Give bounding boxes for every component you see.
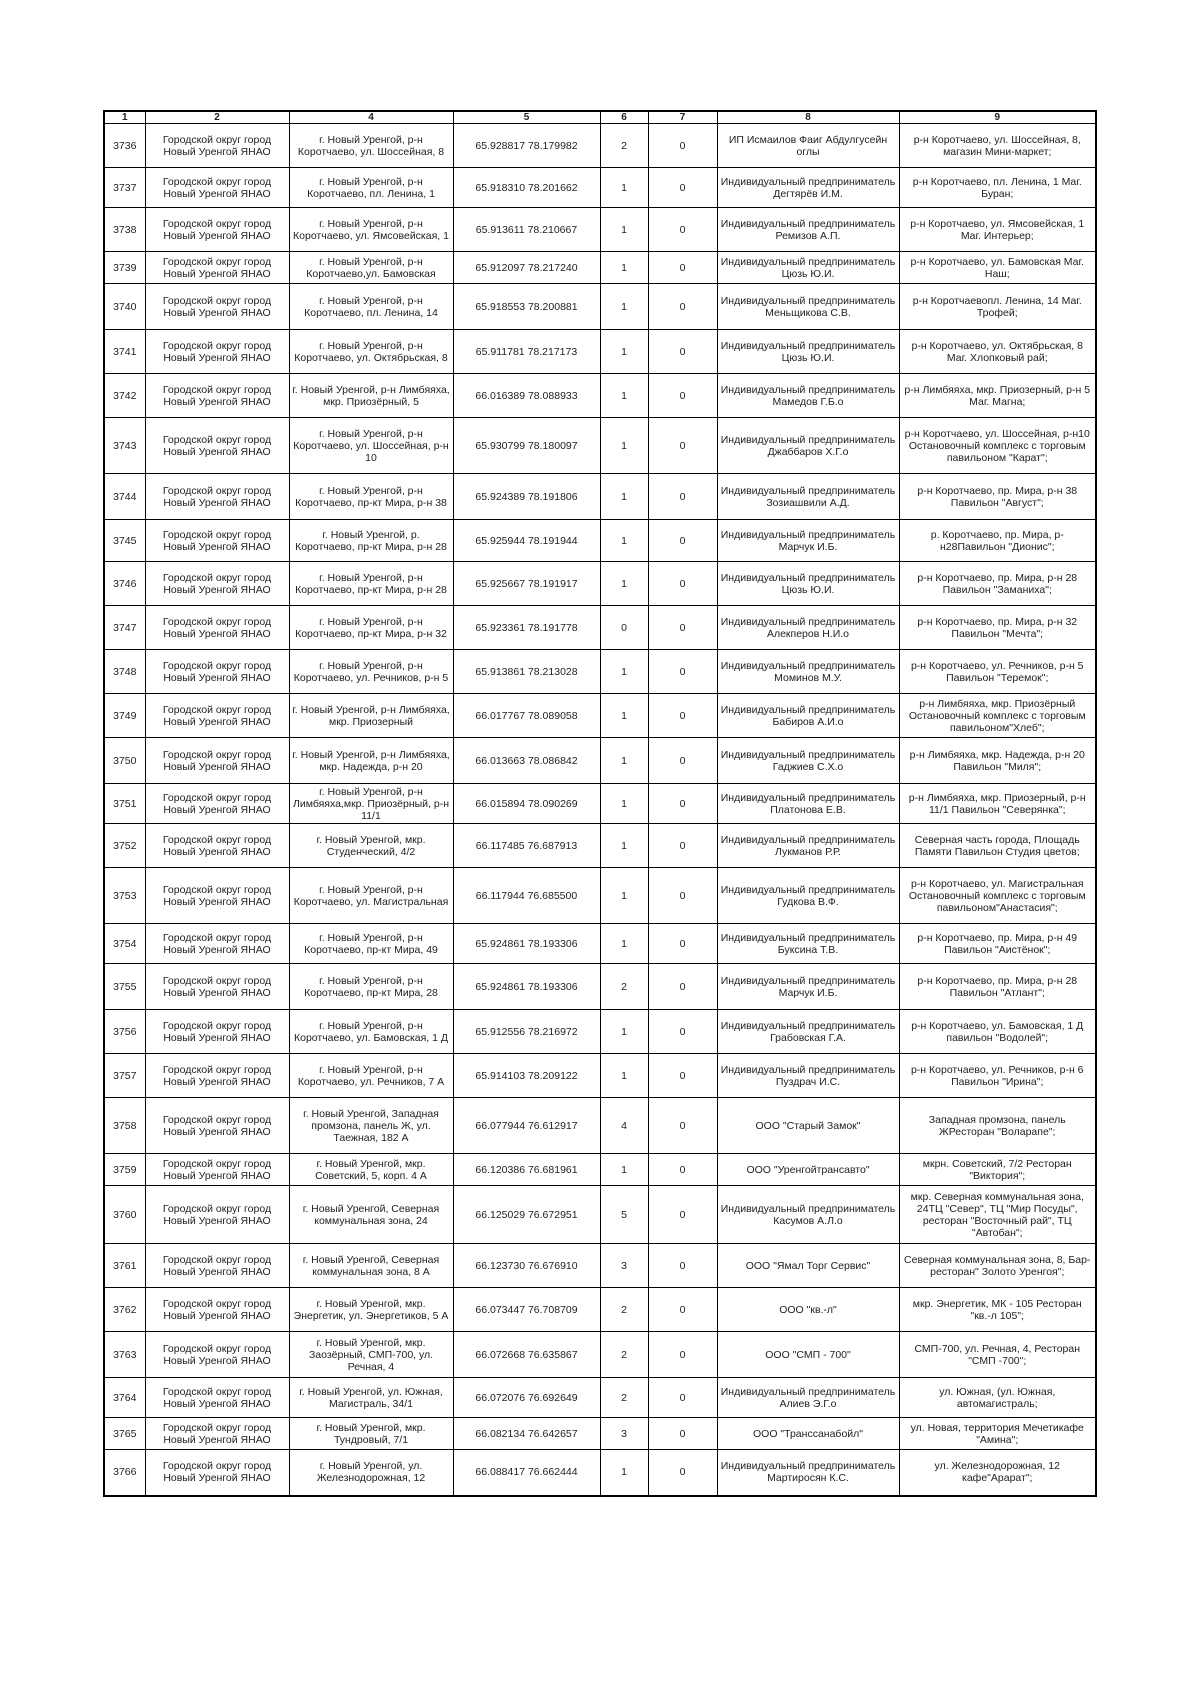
cell-coordinates: 65.918553 78.200881 (453, 284, 600, 330)
cell-coordinates: 65.923361 78.191778 (453, 606, 600, 650)
table-row (104, 964, 1096, 1010)
cell-row-number: 3754 (104, 924, 145, 964)
cell-business-owner: Индивидуальный предприниматель Бабиров А.И.о (717, 694, 899, 738)
table-row (104, 784, 1096, 824)
cell-row-number: 3736 (104, 124, 145, 168)
cell-coordinates: 66.088417 76.662444 (453, 1450, 600, 1496)
cell-municipality: Городской округ город Новый Уренгой ЯНАО (145, 1288, 289, 1332)
cell-row-number: 3750 (104, 738, 145, 784)
cell-object-address: г. Новый Уренгой, р-н Лимбяяха, мкр. Надежда, р-н 20 (289, 738, 453, 784)
table-row (104, 330, 1096, 374)
cell-municipality: Городской округ город Новый Уренгой ЯНАО (145, 562, 289, 606)
cell-row-number: 3747 (104, 606, 145, 650)
cell-object-location: р-н Коротчаевопл. Ленина, 14 Маг. Трофей; (899, 284, 1096, 330)
column-header: 5 (453, 111, 600, 124)
cell-business-owner: Индивидуальный предприниматель Касумов А.Л.о (717, 1186, 899, 1244)
cell-object-location: р-н Коротчаево, пр. Мира, р-н 28 Павильон "Атлант"; (899, 964, 1096, 1010)
table-body (104, 124, 1096, 1496)
cell-object-address: г. Новый Уренгой, р-н Лимбяяха, мкр. Приозерный (289, 694, 453, 738)
cell-coordinates: 65.914103 78.209122 (453, 1054, 600, 1098)
cell-count-a: 0 (600, 606, 648, 650)
cell-row-number: 3748 (104, 650, 145, 694)
cell-count-a: 1 (600, 330, 648, 374)
table-row (104, 650, 1096, 694)
cell-municipality: Городской округ город Новый Уренгой ЯНАО (145, 1332, 289, 1378)
table-row (104, 694, 1096, 738)
cell-count-a: 1 (600, 694, 648, 738)
cell-object-location: р-н Коротчаево, ул. Шоссейная, 8, магазин Мини-маркет; (899, 124, 1096, 168)
cell-count-b: 0 (648, 520, 717, 562)
cell-business-owner: Индивидуальный предприниматель Гаджиев С.Х.о (717, 738, 899, 784)
table-row (104, 1378, 1096, 1418)
cell-business-owner: ООО "Уренгойтрансавто" (717, 1154, 899, 1186)
cell-business-owner: Индивидуальный предприниматель Зозиашвили А.Д. (717, 474, 899, 520)
table-row (104, 868, 1096, 924)
cell-municipality: Городской округ город Новый Уренгой ЯНАО (145, 1010, 289, 1054)
cell-count-a: 4 (600, 1098, 648, 1154)
cell-object-address: г. Новый Уренгой, р. Коротчаево, пр-кт Мира, р-н 28 (289, 520, 453, 562)
cell-municipality: Городской округ город Новый Уренгой ЯНАО (145, 374, 289, 418)
cell-business-owner: Индивидуальный предприниматель Марчук И.Б. (717, 964, 899, 1010)
table-row (104, 1186, 1096, 1244)
cell-count-a: 1 (600, 784, 648, 824)
cell-municipality: Городской округ город Новый Уренгой ЯНАО (145, 1098, 289, 1154)
cell-business-owner: Индивидуальный предприниматель Ремизов А.П. (717, 208, 899, 252)
cell-row-number: 3762 (104, 1288, 145, 1332)
cell-coordinates: 65.924389 78.191806 (453, 474, 600, 520)
cell-municipality: Городской округ город Новый Уренгой ЯНАО (145, 868, 289, 924)
cell-count-b: 0 (648, 418, 717, 474)
cell-row-number: 3741 (104, 330, 145, 374)
cell-object-address: г. Новый Уренгой, мкр. Тундровый, 7/1 (289, 1418, 453, 1450)
cell-count-a: 1 (600, 924, 648, 964)
cell-object-address: г. Новый Уренгой, мкр. Энергетик, ул. Энергетиков, 5 А (289, 1288, 453, 1332)
cell-coordinates: 66.077944 76.612917 (453, 1098, 600, 1154)
cell-count-a: 1 (600, 1450, 648, 1496)
cell-object-location: р-н Коротчаево, ул. Речников, р-н 5 Павильон "Теремок"; (899, 650, 1096, 694)
cell-business-owner: Индивидуальный предприниматель Мартиросян К.С. (717, 1450, 899, 1496)
column-header: 8 (717, 111, 899, 124)
cell-object-address: г. Новый Уренгой, р-н Коротчаево, ул. Ямсовейская, 1 (289, 208, 453, 252)
table-row (104, 124, 1096, 168)
cell-coordinates: 65.924861 78.193306 (453, 924, 600, 964)
cell-count-b: 0 (648, 924, 717, 964)
table-row (104, 1418, 1096, 1450)
cell-object-location: р-н Коротчаево, пр. Мира, р-н 38 Павильон "Август"; (899, 474, 1096, 520)
cell-coordinates: 65.913861 78.213028 (453, 650, 600, 694)
table-row (104, 1010, 1096, 1054)
cell-count-b: 0 (648, 1054, 717, 1098)
cell-coordinates: 65.918310 78.201662 (453, 168, 600, 208)
cell-count-a: 2 (600, 1332, 648, 1378)
cell-coordinates: 66.125029 76.672951 (453, 1186, 600, 1244)
cell-count-a: 3 (600, 1244, 648, 1288)
cell-business-owner: ООО "кв.-л" (717, 1288, 899, 1332)
cell-row-number: 3766 (104, 1450, 145, 1496)
cell-business-owner: Индивидуальный предприниматель Алиев Э.Г.о (717, 1378, 899, 1418)
cell-coordinates: 66.013663 78.086842 (453, 738, 600, 784)
cell-count-a: 1 (600, 824, 648, 868)
cell-municipality: Городской округ город Новый Уренгой ЯНАО (145, 168, 289, 208)
table-row (104, 924, 1096, 964)
cell-count-a: 1 (600, 1154, 648, 1186)
cell-object-address: г. Новый Уренгой, р-н Коротчаево, пр-кт Мира, 49 (289, 924, 453, 964)
cell-business-owner: ООО "Транссанабойл" (717, 1418, 899, 1450)
cell-count-b: 0 (648, 474, 717, 520)
table-row (104, 252, 1096, 284)
cell-object-address: г. Новый Уренгой, р-н Коротчаево, ул. Речников, р-н 5 (289, 650, 453, 694)
cell-count-b: 0 (648, 1450, 717, 1496)
cell-object-location: р-н Коротчаево, ул. Ямсовейская, 1 Маг. Интерьер; (899, 208, 1096, 252)
cell-municipality: Городской округ город Новый Уренгой ЯНАО (145, 1244, 289, 1288)
cell-row-number: 3755 (104, 964, 145, 1010)
cell-business-owner: Индивидуальный предприниматель Грабовская Г.А. (717, 1010, 899, 1054)
cell-count-b: 0 (648, 784, 717, 824)
cell-row-number: 3756 (104, 1010, 145, 1054)
cell-municipality: Городской округ город Новый Уренгой ЯНАО (145, 784, 289, 824)
cell-municipality: Городской округ город Новый Уренгой ЯНАО (145, 924, 289, 964)
cell-count-b: 0 (648, 374, 717, 418)
table-row (104, 1154, 1096, 1186)
cell-coordinates: 65.912097 78.217240 (453, 252, 600, 284)
cell-row-number: 3745 (104, 520, 145, 562)
cell-object-location: р-н Коротчаево, пр. Мира, р-н 28 Павильон "Заманиха"; (899, 562, 1096, 606)
cell-count-b: 0 (648, 562, 717, 606)
cell-count-a: 3 (600, 1418, 648, 1450)
cell-municipality: Городской округ город Новый Уренгой ЯНАО (145, 1054, 289, 1098)
cell-object-address: г. Новый Уренгой, Северная коммунальная зона, 8 А (289, 1244, 453, 1288)
table-row (104, 284, 1096, 330)
cell-coordinates: 66.017767 78.089058 (453, 694, 600, 738)
cell-business-owner: Индивидуальный предприниматель Гудкова В.Ф. (717, 868, 899, 924)
table-row (104, 1054, 1096, 1098)
table-row (104, 824, 1096, 868)
cell-object-location: ул. Железнодорожная, 12 кафе"Арарат"; (899, 1450, 1096, 1496)
cell-count-b: 0 (648, 650, 717, 694)
cell-count-a: 1 (600, 284, 648, 330)
cell-object-location: р-н Коротчаево, ул. Бамовская Маг. Наш; (899, 252, 1096, 284)
cell-municipality: Городской округ город Новый Уренгой ЯНАО (145, 252, 289, 284)
cell-municipality: Городской округ город Новый Уренгой ЯНАО (145, 738, 289, 784)
cell-coordinates: 66.015894 78.090269 (453, 784, 600, 824)
table-row (104, 208, 1096, 252)
cell-count-a: 2 (600, 1378, 648, 1418)
cell-count-a: 1 (600, 1010, 648, 1054)
cell-coordinates: 66.117485 76.687913 (453, 824, 600, 868)
cell-object-location: Западная промзона, панель ЖРесторан "Воларапе"; (899, 1098, 1096, 1154)
cell-object-address: г. Новый Уренгой, мкр. Студенческий, 4/2 (289, 824, 453, 868)
cell-row-number: 3759 (104, 1154, 145, 1186)
cell-object-location: мкр. Северная коммунальная зона, 24ТЦ "Север", ТЦ "Мир Посуды", ресторан "Восточный рай", ТЦ "Автобан"; (899, 1186, 1096, 1244)
table-row (104, 738, 1096, 784)
cell-object-address: г. Новый Уренгой, р-н Лимбяяха, мкр. Приозёрный, 5 (289, 374, 453, 418)
cell-municipality: Городской округ город Новый Уренгой ЯНАО (145, 418, 289, 474)
cell-row-number: 3758 (104, 1098, 145, 1154)
cell-count-b: 0 (648, 606, 717, 650)
cell-object-location: СМП-700, ул. Речная, 4, Ресторан "СМП -700"; (899, 1332, 1096, 1378)
cell-business-owner: Индивидуальный предприниматель Платонова Е.В. (717, 784, 899, 824)
cell-count-a: 1 (600, 252, 648, 284)
cell-municipality: Городской округ город Новый Уренгой ЯНАО (145, 1154, 289, 1186)
cell-count-b: 0 (648, 1378, 717, 1418)
cell-object-address: г. Новый Уренгой, р-н Коротчаево, ул. Шоссейная, р-н 10 (289, 418, 453, 474)
cell-row-number: 3760 (104, 1186, 145, 1244)
cell-count-a: 1 (600, 208, 648, 252)
cell-coordinates: 66.123730 76.676910 (453, 1244, 600, 1288)
cell-object-location: ул. Новая, территория Мечетикафе "Амина"; (899, 1418, 1096, 1450)
cell-business-owner: Индивидуальный предприниматель Джаббаров Х.Г.о (717, 418, 899, 474)
cell-count-a: 1 (600, 868, 648, 924)
table-row (104, 606, 1096, 650)
cell-row-number: 3753 (104, 868, 145, 924)
table-row (104, 520, 1096, 562)
cell-object-address: г. Новый Уренгой, р-н Коротчаево, ул. Магистральная (289, 868, 453, 924)
cell-count-b: 0 (648, 1332, 717, 1378)
cell-business-owner: Индивидуальный предприниматель Буксина Т.В. (717, 924, 899, 964)
cell-municipality: Городской округ город Новый Уренгой ЯНАО (145, 964, 289, 1010)
cell-object-location: мкр. Энергетик, МК - 105 Ресторан "кв.-л 105"; (899, 1288, 1096, 1332)
cell-row-number: 3764 (104, 1378, 145, 1418)
cell-business-owner: ООО "СМП - 700" (717, 1332, 899, 1378)
cell-municipality: Городской округ город Новый Уренгой ЯНАО (145, 606, 289, 650)
cell-row-number: 3738 (104, 208, 145, 252)
table-row (104, 1332, 1096, 1378)
cell-row-number: 3757 (104, 1054, 145, 1098)
table-row (104, 562, 1096, 606)
cell-object-address: г. Новый Уренгой, ул. Железнодорожная, 12 (289, 1450, 453, 1496)
cell-count-b: 0 (648, 868, 717, 924)
cell-business-owner: Индивидуальный предприниматель Цюзь Ю.И. (717, 330, 899, 374)
cell-object-location: р-н Лимбяяха, мкр. Надежда, р-н 20 Павильон "Миля"; (899, 738, 1096, 784)
cell-coordinates: 66.120386 76.681961 (453, 1154, 600, 1186)
cell-object-address: г. Новый Уренгой, р-н Коротчаево, ул. Бамовская, 1 Д (289, 1010, 453, 1054)
column-header: 4 (289, 111, 453, 124)
cell-object-address: г. Новый Уренгой, Западная промзона, панель Ж, ул. Таежная, 182 А (289, 1098, 453, 1154)
header-row (104, 111, 1096, 124)
cell-object-location: мкрн. Советский, 7/2 Ресторан "Виктория"; (899, 1154, 1096, 1186)
cell-count-b: 0 (648, 1186, 717, 1244)
cell-count-b: 0 (648, 330, 717, 374)
cell-count-b: 0 (648, 1010, 717, 1054)
cell-object-location: р-н Коротчаево, ул. Магистральная Остановочный комплекс с торговым павильоном"Анастасия"; (899, 868, 1096, 924)
cell-object-location: Северная часть города, Площадь Памяти Павильон Студия цветов; (899, 824, 1096, 868)
cell-row-number: 3743 (104, 418, 145, 474)
cell-count-a: 1 (600, 418, 648, 474)
cell-object-location: р-н Коротчаево, пр. Мира, р-н 32 Павильон "Мечта"; (899, 606, 1096, 650)
cell-object-address: г. Новый Уренгой, р-н Коротчаево, пр-кт Мира, 28 (289, 964, 453, 1010)
cell-count-a: 1 (600, 650, 648, 694)
cell-object-location: р-н Коротчаево, ул. Шоссейная, р-н10 Остановочный комплекс с торговым павильоном "Карат"; (899, 418, 1096, 474)
cell-object-location: р-н Коротчаево, ул. Октябрьская, 8 Маг. Хлопковый рай; (899, 330, 1096, 374)
cell-business-owner: Индивидуальный предприниматель Мамедов Г.Б.о (717, 374, 899, 418)
cell-row-number: 3761 (104, 1244, 145, 1288)
cell-business-owner: Индивидуальный предприниматель Моминов М.У. (717, 650, 899, 694)
cell-object-address: г. Новый Уренгой, Северная коммунальная зона, 24 (289, 1186, 453, 1244)
cell-object-address: г. Новый Уренгой, р-н Коротчаево, пл. Ленина, 1 (289, 168, 453, 208)
cell-row-number: 3752 (104, 824, 145, 868)
cell-coordinates: 66.072668 76.635867 (453, 1332, 600, 1378)
cell-coordinates: 66.016389 78.088933 (453, 374, 600, 418)
cell-object-address: г. Новый Уренгой, р-н Коротчаево, пл. Ленина, 14 (289, 284, 453, 330)
cell-count-a: 2 (600, 964, 648, 1010)
cell-count-b: 0 (648, 1154, 717, 1186)
cell-count-b: 0 (648, 208, 717, 252)
cell-object-location: р-н Коротчаево, ул. Бамовская, 1 Д павильон "Водолей"; (899, 1010, 1096, 1054)
column-header: 2 (145, 111, 289, 124)
cell-business-owner: Индивидуальный предприниматель Цюзь Ю.И. (717, 562, 899, 606)
table-row (104, 418, 1096, 474)
cell-row-number: 3742 (104, 374, 145, 418)
cell-municipality: Городской округ город Новый Уренгой ЯНАО (145, 694, 289, 738)
cell-row-number: 3746 (104, 562, 145, 606)
cell-municipality: Городской округ город Новый Уренгой ЯНАО (145, 208, 289, 252)
table-row (104, 474, 1096, 520)
cell-row-number: 3751 (104, 784, 145, 824)
cell-municipality: Городской округ город Новый Уренгой ЯНАО (145, 124, 289, 168)
cell-count-a: 2 (600, 124, 648, 168)
cell-row-number: 3763 (104, 1332, 145, 1378)
cell-count-a: 1 (600, 562, 648, 606)
registry-table (103, 110, 1097, 1497)
cell-object-location: р-н Коротчаево, пл. Ленина, 1 Маг. Буран; (899, 168, 1096, 208)
cell-coordinates: 66.073447 76.708709 (453, 1288, 600, 1332)
cell-business-owner: Индивидуальный предприниматель Дегтярёв И.М. (717, 168, 899, 208)
cell-object-address: г. Новый Уренгой, ул. Южная, Магистраль, 34/1 (289, 1378, 453, 1418)
cell-count-b: 0 (648, 252, 717, 284)
cell-business-owner: Индивидуальный предприниматель Марчук И.Б. (717, 520, 899, 562)
cell-count-b: 0 (648, 694, 717, 738)
cell-count-b: 0 (648, 1288, 717, 1332)
cell-municipality: Городской округ город Новый Уренгой ЯНАО (145, 1378, 289, 1418)
cell-object-address: г. Новый Уренгой, р-н Коротчаево, пр-кт Мира, р-н 38 (289, 474, 453, 520)
cell-object-address: г. Новый Уренгой, р-н Коротчаево, пр-кт Мира, р-н 32 (289, 606, 453, 650)
cell-count-b: 0 (648, 284, 717, 330)
cell-count-a: 1 (600, 1054, 648, 1098)
cell-business-owner: Индивидуальный предприниматель Меньщикова С.В. (717, 284, 899, 330)
cell-municipality: Городской округ город Новый Уренгой ЯНАО (145, 1418, 289, 1450)
cell-object-address: г. Новый Уренгой, мкр. Заозёрный, СМП-700, ул. Речная, 4 (289, 1332, 453, 1378)
cell-row-number: 3749 (104, 694, 145, 738)
cell-municipality: Городской округ город Новый Уренгой ЯНАО (145, 330, 289, 374)
cell-business-owner: Индивидуальный предприниматель Пуздрач И.С. (717, 1054, 899, 1098)
column-header: 9 (899, 111, 1096, 124)
cell-object-location: р-н Коротчаево, пр. Мира, р-н 49 Павильон "Аистёнок"; (899, 924, 1096, 964)
cell-object-location: р-н Лимбяяха, мкр. Приозерный, р-н 5 Маг. Магна; (899, 374, 1096, 418)
cell-coordinates: 65.925667 78.191917 (453, 562, 600, 606)
cell-business-owner: Индивидуальный предприниматель Цюзь Ю.И. (717, 252, 899, 284)
cell-business-owner: ООО "Ямал Торг Сервис" (717, 1244, 899, 1288)
column-header: 7 (648, 111, 717, 124)
cell-municipality: Городской округ город Новый Уренгой ЯНАО (145, 520, 289, 562)
cell-count-b: 0 (648, 1244, 717, 1288)
cell-object-address: г. Новый Уренгой, р-н Коротчаево, ул. Октябрьская, 8 (289, 330, 453, 374)
cell-municipality: Городской округ город Новый Уренгой ЯНАО (145, 474, 289, 520)
cell-object-location: Северная коммунальная зона, 8, Бар-ресторан" Золото Уренгоя"; (899, 1244, 1096, 1288)
table-row (104, 168, 1096, 208)
cell-row-number: 3744 (104, 474, 145, 520)
cell-object-location: ул. Южная, (ул. Южная, автомагистраль; (899, 1378, 1096, 1418)
cell-coordinates: 66.082134 76.642657 (453, 1418, 600, 1450)
cell-count-b: 0 (648, 124, 717, 168)
cell-coordinates: 66.117944 76.685500 (453, 868, 600, 924)
cell-object-address: г. Новый Уренгой, р-н Коротчаево, ул. Шоссейная, 8 (289, 124, 453, 168)
cell-row-number: 3740 (104, 284, 145, 330)
cell-coordinates: 65.925944 78.191944 (453, 520, 600, 562)
cell-row-number: 3765 (104, 1418, 145, 1450)
cell-coordinates: 65.930799 78.180097 (453, 418, 600, 474)
cell-object-location: р-н Лимбяяха, мкр. Приозерный, р-н 11/1 Павильон "Северянка"; (899, 784, 1096, 824)
cell-count-a: 2 (600, 1288, 648, 1332)
cell-object-address: г. Новый Уренгой, р-н Коротчаево, ул. Речников, 7 А (289, 1054, 453, 1098)
cell-count-b: 0 (648, 168, 717, 208)
cell-row-number: 3737 (104, 168, 145, 208)
cell-count-a: 1 (600, 168, 648, 208)
cell-business-owner: Индивидуальный предприниматель Лукманов Р.Р. (717, 824, 899, 868)
table-row (104, 1098, 1096, 1154)
cell-object-address: г. Новый Уренгой, р-н Коротчаево, пр-кт Мира, р-н 28 (289, 562, 453, 606)
cell-business-owner: ИП Исмаилов Фаиг Абдулгусейн оглы (717, 124, 899, 168)
cell-count-b: 0 (648, 1418, 717, 1450)
cell-count-a: 5 (600, 1186, 648, 1244)
cell-object-location: р. Коротчаево, пр. Мира, р-н28Павильон "Дионис"; (899, 520, 1096, 562)
cell-object-location: р-н Коротчаево, ул. Речников, р-н 6 Павильон "Ирина"; (899, 1054, 1096, 1098)
cell-coordinates: 65.913611 78.210667 (453, 208, 600, 252)
cell-coordinates: 65.912556 78.216972 (453, 1010, 600, 1054)
cell-business-owner: ООО "Старый Замок" (717, 1098, 899, 1154)
cell-coordinates: 65.924861 78.193306 (453, 964, 600, 1010)
table-row (104, 374, 1096, 418)
cell-count-b: 0 (648, 964, 717, 1010)
cell-object-address: г. Новый Уренгой, р-н Коротчаево,ул. Бамовская (289, 252, 453, 284)
table-row (104, 1450, 1096, 1496)
table-row (104, 1288, 1096, 1332)
cell-coordinates: 66.072076 76.692649 (453, 1378, 600, 1418)
column-header: 6 (600, 111, 648, 124)
cell-object-address: г. Новый Уренгой, мкр. Советский, 5, корп. 4 А (289, 1154, 453, 1186)
cell-coordinates: 65.911781 78.217173 (453, 330, 600, 374)
cell-count-b: 0 (648, 824, 717, 868)
cell-coordinates: 65.928817 78.179982 (453, 124, 600, 168)
cell-municipality: Городской округ город Новый Уренгой ЯНАО (145, 1450, 289, 1496)
cell-count-a: 1 (600, 738, 648, 784)
table-row (104, 1244, 1096, 1288)
cell-object-address: г. Новый Уренгой, р-н Лимбяяха,мкр. Приозёрный, р-н 11/1 (289, 784, 453, 824)
column-header: 1 (104, 111, 145, 124)
cell-count-a: 1 (600, 520, 648, 562)
cell-count-b: 0 (648, 1098, 717, 1154)
cell-municipality: Городской округ город Новый Уренгой ЯНАО (145, 824, 289, 868)
cell-municipality: Городской округ город Новый Уренгой ЯНАО (145, 650, 289, 694)
cell-row-number: 3739 (104, 252, 145, 284)
cell-municipality: Городской округ город Новый Уренгой ЯНАО (145, 284, 289, 330)
cell-object-location: р-н Лимбяяха, мкр. Приозёрный Остановочный комплекс с торговым павильоном"Хлеб"; (899, 694, 1096, 738)
cell-count-a: 1 (600, 474, 648, 520)
cell-business-owner: Индивидуальный предприниматель Алекперов Н.И.о (717, 606, 899, 650)
cell-count-a: 1 (600, 374, 648, 418)
cell-count-b: 0 (648, 738, 717, 784)
cell-municipality: Городской округ город Новый Уренгой ЯНАО (145, 1186, 289, 1244)
